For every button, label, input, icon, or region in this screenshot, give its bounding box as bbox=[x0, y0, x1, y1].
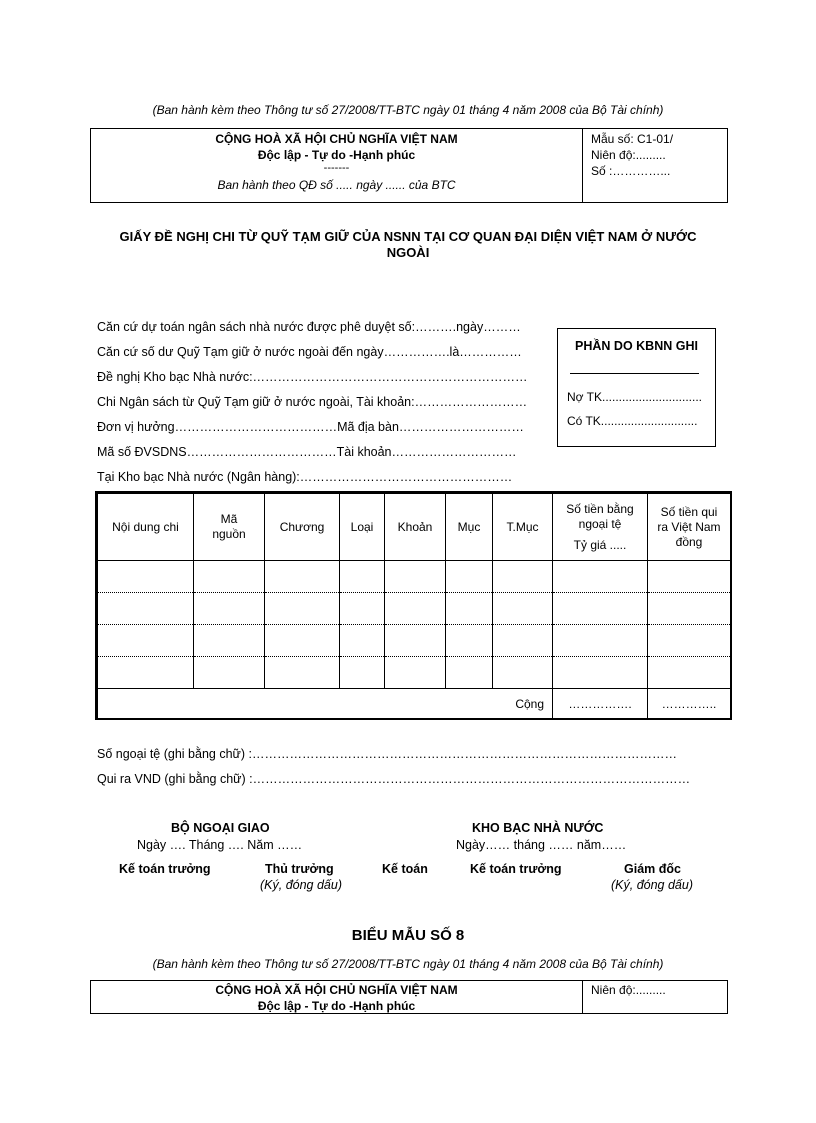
header-source-code: Mã nguồn bbox=[194, 494, 265, 561]
form-header bbox=[90, 128, 728, 203]
signer-director-note: (Ký, đóng dấu) bbox=[611, 878, 693, 892]
table-row bbox=[98, 625, 731, 657]
total-foreign: ……………. bbox=[553, 689, 648, 719]
motto-2: Độc lập - Tự do -Hạnh phúc bbox=[257, 999, 416, 1013]
header-section: Mục bbox=[446, 494, 493, 561]
mofa-heading: BỘ NGOẠI GIAO bbox=[171, 821, 270, 835]
header-item: Khoản bbox=[385, 494, 446, 561]
form-8-header bbox=[90, 980, 728, 1014]
table-row bbox=[98, 657, 731, 689]
field-budget-estimate: Căn cứ dự toán ngân sách nhà nước được phê duyệt số:……….ngày……… bbox=[97, 320, 521, 334]
separator: ------- bbox=[323, 162, 350, 174]
total-row bbox=[98, 689, 731, 719]
expense-table bbox=[95, 491, 732, 720]
motto: Độc lập - Tự do -Hạnh phúc bbox=[257, 148, 416, 162]
header-chapter: Chương bbox=[265, 494, 340, 561]
issued-by: Ban hành theo QĐ số ..... ngày ...... của BTC bbox=[217, 178, 456, 192]
table-row bbox=[98, 593, 731, 625]
title-line-1: GIẤY ĐỀ NGHỊ CHI TỪ QUỸ TẠM GIỮ CỦA NSNN TẠI CƠ QUAN ĐẠI DIỆN VIỆT NAM Ở NƯỚC bbox=[119, 229, 697, 244]
fiscal-year-2: Niên độ:......... bbox=[591, 983, 666, 997]
header-type: Loại bbox=[340, 494, 385, 561]
signer-chief-accountant-treasury: Kế toán trưởng bbox=[470, 862, 562, 876]
treasury-date: Ngày…… tháng …… năm…… bbox=[456, 838, 627, 852]
field-bank: Tại Kho bạc Nhà nước (Ngân hàng):…………………………………………… bbox=[97, 470, 513, 484]
field-fund-balance: Căn cứ số dư Quỹ Tạm giữ ở nước ngoài đến ngày…………….là…………… bbox=[97, 345, 522, 359]
field-treasury-request: Đề nghị Kho bạc Nhà nước:………………………………………………………… bbox=[97, 370, 528, 384]
signer-head: Thủ trưởng bbox=[265, 862, 334, 876]
total-label: Cộng bbox=[98, 689, 553, 719]
form-number: Mẫu số: C1-01/ bbox=[591, 132, 674, 146]
field-beneficiary: Đơn vị hưởng…………………………………Mã địa bàn………………………… bbox=[97, 420, 524, 434]
header-vnd-amount: Số tiền qui ra Việt Nam đồng bbox=[648, 494, 731, 561]
header-foreign-amount: Số tiền bằng ngoại tệ Tỷ giá ..... bbox=[553, 494, 648, 561]
vnd-amount-words: Qui ra VND (ghi bằng chữ) :…………………………………………………………………………………………… bbox=[97, 772, 691, 786]
document-number: Số :…………... bbox=[591, 164, 671, 178]
treasury-section-box bbox=[557, 328, 716, 447]
bottom-note: (Ban hành kèm theo Thông tư số 27/2008/TT-BTC ngày 01 tháng 4 năm 2008 của Bộ Tài chính) bbox=[152, 957, 664, 971]
country-name-2: CỘNG HOÀ XÃ HỘI CHỦ NGHĨA VIỆT NAM bbox=[215, 983, 458, 997]
field-unit-code: Mã số ĐVSDNS………………………………Tài khoản………………………… bbox=[97, 445, 517, 459]
signer-head-note: (Ký, đóng dấu) bbox=[260, 878, 342, 892]
foreign-amount-words: Số ngoại tệ (ghi bằng chữ) :………………………………………………………………………………………… bbox=[97, 747, 677, 761]
field-account: Chi Ngân sách từ Quỹ Tạm giữ ở nước ngoài, Tài khoản:……………………… bbox=[97, 395, 528, 409]
form-8-title: BIỂU MẪU SỐ 8 bbox=[351, 927, 465, 944]
header-rate: Tỷ giá ..... bbox=[573, 537, 627, 552]
document-title bbox=[100, 229, 716, 261]
header-subsection: T.Mục bbox=[493, 494, 553, 561]
treasury-section-title: PHẦN DO KBNN GHI bbox=[575, 339, 698, 353]
mofa-date: Ngày …. Tháng …. Năm …… bbox=[137, 838, 303, 852]
country-name: CỘNG HOÀ XÃ HỘI CHỦ NGHĨA VIỆT NAM bbox=[215, 132, 458, 146]
credit-account: Có TK............................. bbox=[567, 414, 698, 428]
top-note: (Ban hành kèm theo Thông tư số 27/2008/TT-BTC ngày 01 tháng 4 năm 2008 của Bộ Tài chính) bbox=[152, 103, 664, 117]
table-row bbox=[98, 561, 731, 593]
fiscal-year: Niên độ:......... bbox=[591, 148, 666, 162]
signer-accountant: Kế toán bbox=[382, 862, 428, 876]
title-line-2: NGOÀI bbox=[386, 245, 430, 260]
signer-chief-accountant-mofa: Kế toán trưởng bbox=[119, 862, 211, 876]
debit-account: Nợ TK.............................. bbox=[567, 390, 703, 404]
total-vnd: ………….. bbox=[648, 689, 731, 719]
header-content: Nội dung chi bbox=[98, 494, 194, 561]
signer-director: Giám đốc bbox=[624, 862, 681, 876]
treasury-heading: KHO BẠC NHÀ NƯỚC bbox=[472, 821, 604, 835]
